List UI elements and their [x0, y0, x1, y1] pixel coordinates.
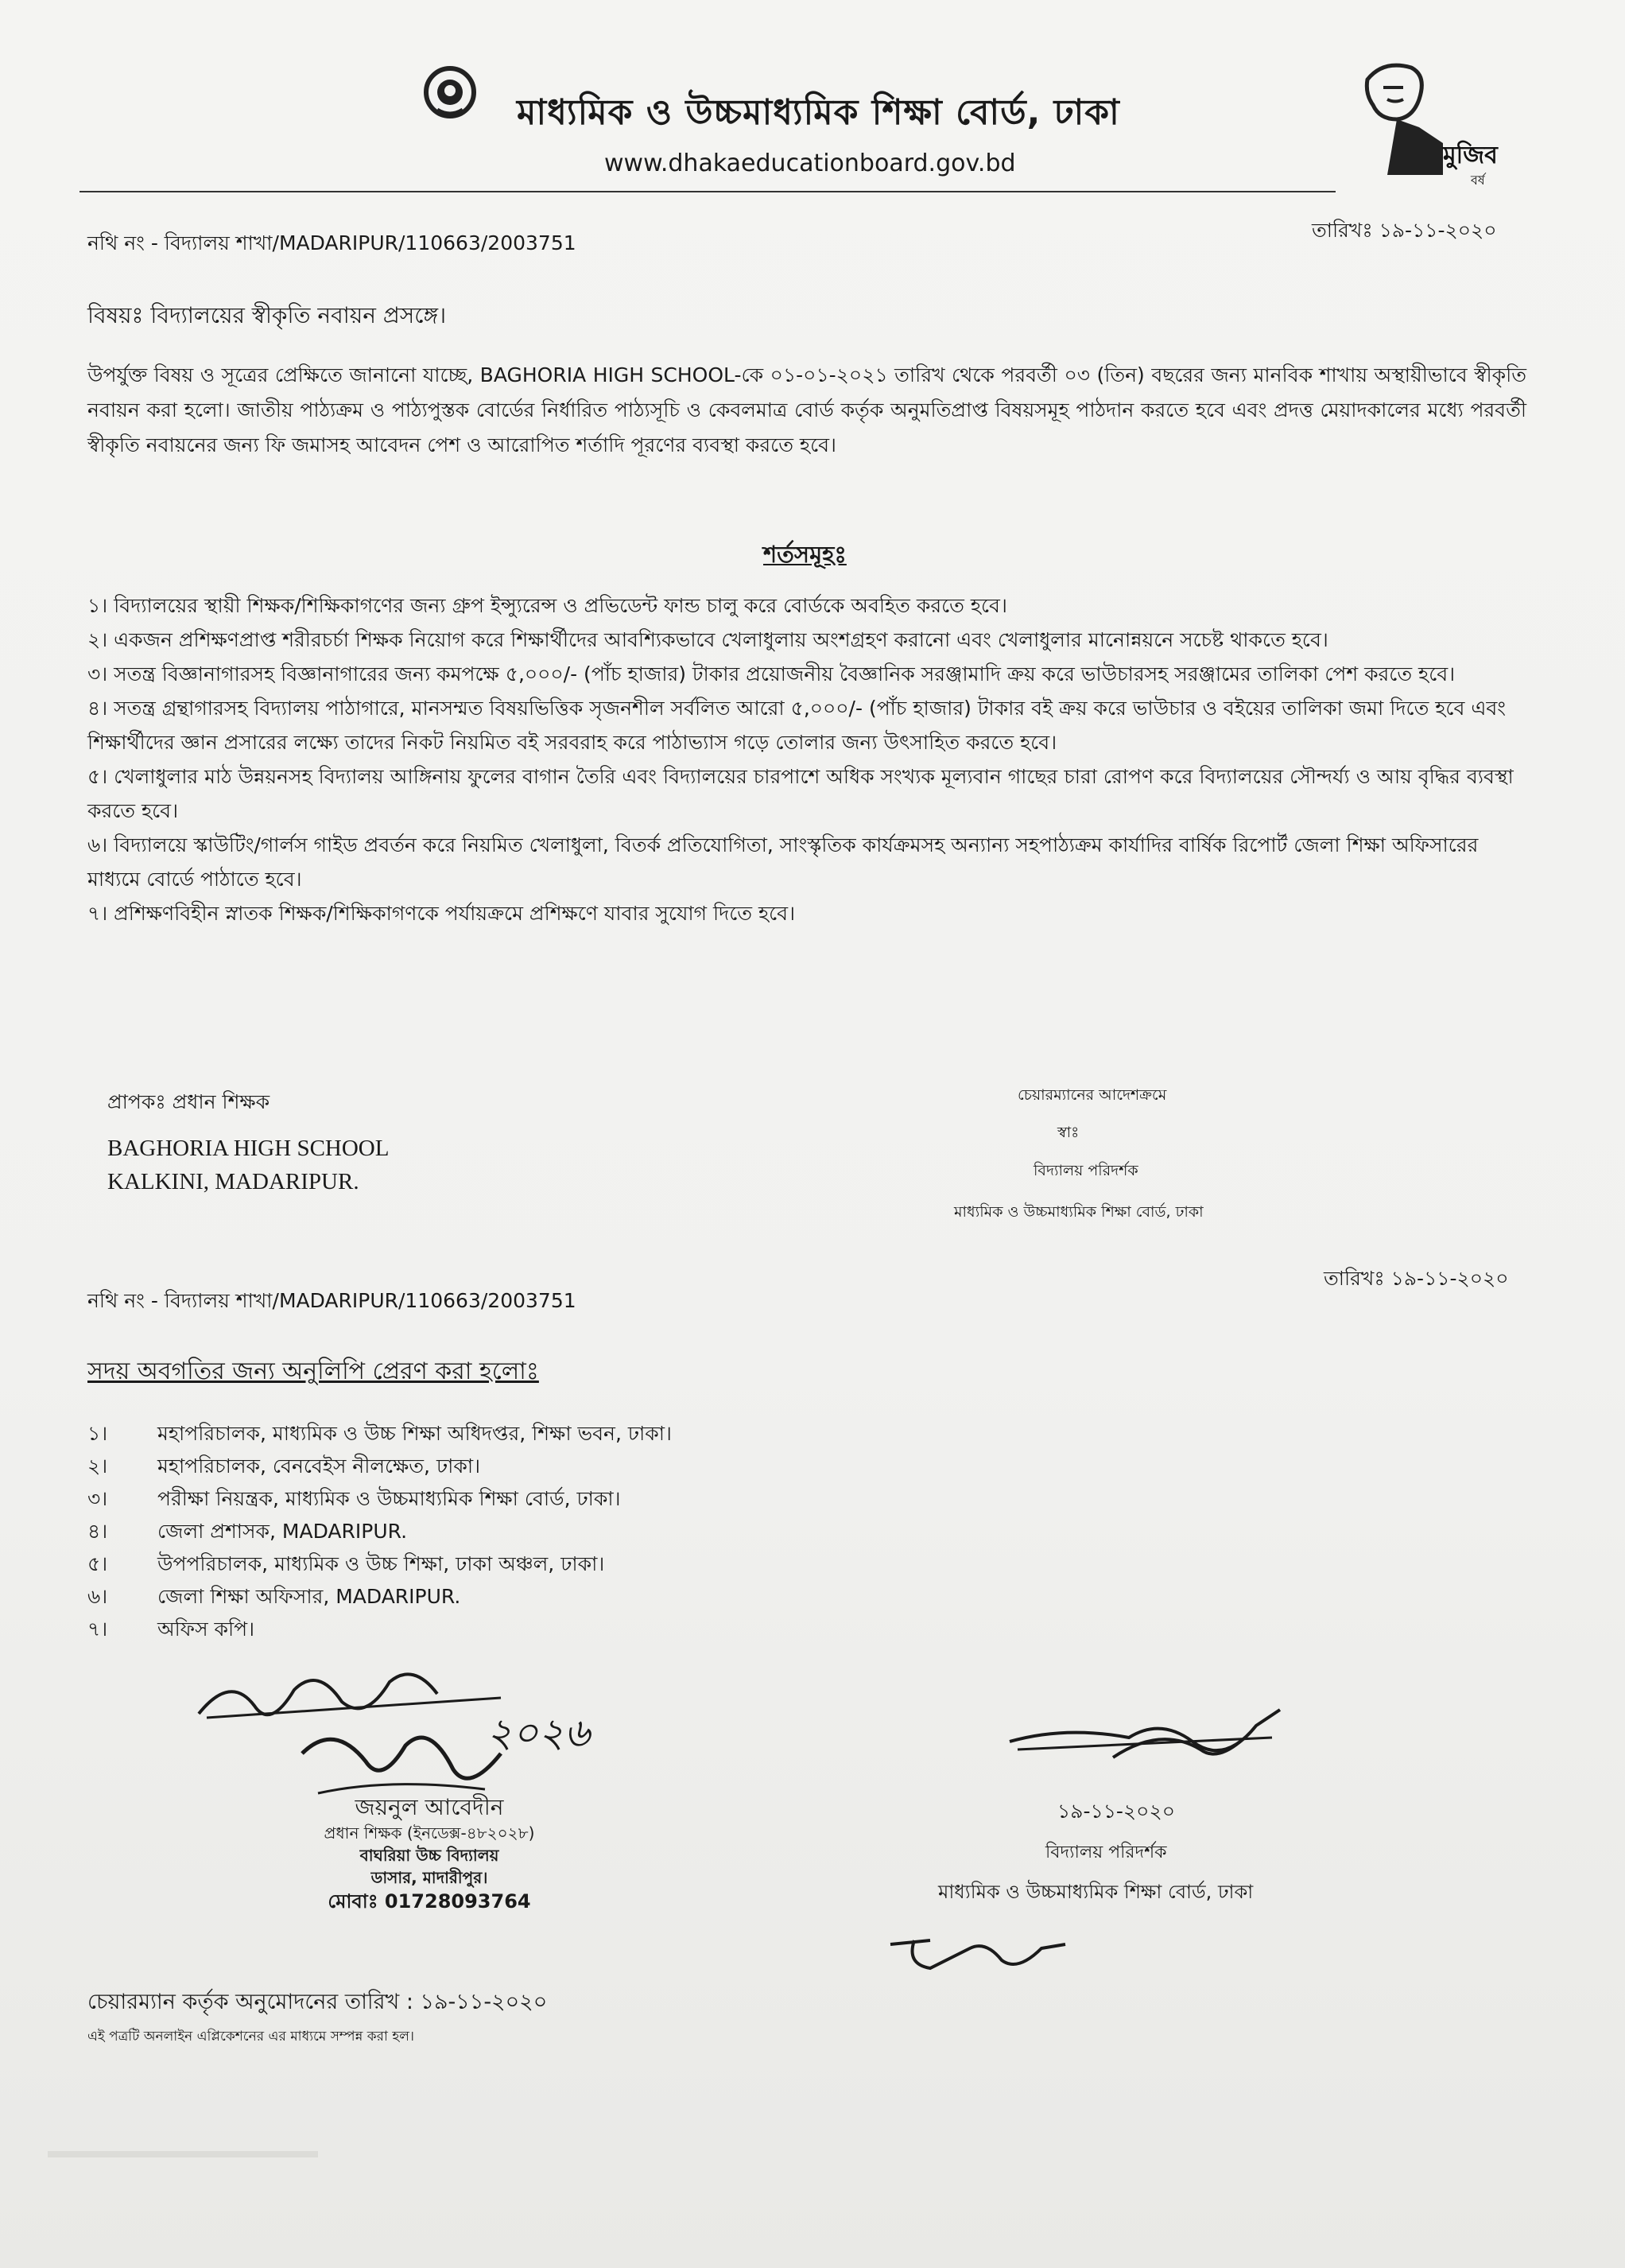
chairman-order: চেয়ারম্যানের আদেশক্রমে [1018, 1086, 1167, 1104]
condition-item: ১। বিদ্যালয়ের স্থায়ী শিক্ষক/শিক্ষিকাগণের জন্য গ্রুপ ইন্স্যুরেন্স ও প্রভিডেন্ট ফান্ড চালু করে বোর্ডকে অবহিত করতে হবে। [87, 594, 1007, 617]
copy-memo-number: নথি নং - বিদ্যালয় শাখা/MADARIPUR/110663/2003751 [87, 1289, 576, 1312]
list-item: ৩। পরীক্ষা নিয়ন্ত্রক, মাধ্যমিক ও উচ্চমাধ্যমিক শিক্ষা বোর্ড, ঢাকা। [87, 1487, 621, 1510]
recipient-school: BAGHORIA HIGH SCHOOL [107, 1136, 390, 1161]
handwritten-initial [882, 1924, 1073, 1980]
distribution-list [87, 1417, 882, 1645]
approval-date: চেয়ারম্যান কর্তৃক অনুমোদনের তারিখ : ১৯-১১-২০২০ [87, 1990, 548, 2014]
list-item: ৬। জেলা শিক্ষা অফিসার, MADARIPUR. [87, 1585, 461, 1608]
condition-item: ৭। প্রশিক্ষণবিহীন স্নাতক শিক্ষক/শিক্ষিকাগণকে পর্যায়ক্রমে প্রশিক্ষণে যাবার সুযোগ দিতে হবে। [87, 902, 796, 925]
letter-date: তারিখঃ ১৯-১১-২০২০ [1312, 219, 1497, 242]
mujib-borsho-logo [1324, 56, 1522, 191]
recipient-address: KALKINI, MADARIPUR. [107, 1169, 359, 1194]
list-item: ১। মহাপরিচালক, মাধ্যমিক ও উচ্চ শিক্ষা অধিদপ্তর, শিক্ষা ভবন, ঢাকা। [87, 1422, 672, 1445]
headmaster-designation: প্রধান শিক্ষক (ইনডেক্স-৪৮২০২৮) [324, 1823, 535, 1843]
condition-item: ৩। সতন্ত্র বিজ্ঞানাগারসহ বিজ্ঞানাগারের জন্য কমপক্ষে ৫,০০০/- (পাঁচ হাজার) টাকার প্রয়োজনীয় বৈজ্ঞানিক সরঞ্জামাদি ক্রয় করে ভাউচারসহ সরঞ্জামের তালিকা পেশ করতে হবে। [87, 662, 1456, 685]
recipient-label: প্রাপকঃ প্রধান শিক্ষক [107, 1090, 270, 1113]
signature-handwritten-date: ২০২৬ [487, 1710, 591, 1756]
memo-number: নথি নং - বিদ্যালয় শাখা/MADARIPUR/110663/2003751 [87, 231, 576, 254]
board-name-sig-1: মাধ্যমিক ও উচ্চমাধ্যমিক শিক্ষা বোর্ড, ঢাকা [954, 1203, 1204, 1221]
list-item: ৪। জেলা প্রশাসক, MADARIPUR. [87, 1520, 408, 1543]
board-name: মাধ্যমিক ও উচ্চমাধ্যমিক শিক্ষা বোর্ড, ঢাকা [517, 92, 1120, 133]
inspector-signature [1002, 1694, 1288, 1781]
list-item: ২। মহাপরিচালক, বেনবেইস নীলক্ষেত, ঢাকা। [87, 1454, 481, 1478]
svg-text:মুজিব: মুজিব [1443, 142, 1498, 169]
board-website: www.dhakaeducationboard.gov.bd [604, 150, 1016, 177]
recipient-block [107, 1088, 664, 1198]
list-item: ৭। অফিস কপি। [87, 1618, 255, 1641]
letter-body: উপর্যুক্ত বিষয় ও সূত্রের প্রেক্ষিতে জানানো যাচ্ছে, BAGHORIA HIGH SCHOOL-কে ০১-০১-২০২১ তারিখ থেকে পরবর্তী ০৩ (তিন) বছরের জন্য মানবিক শাখায় অস্থায়ীভাবে স্বীকৃতি নবায়ন করা হলো। জাতীয় পাঠ্যক্রম ও পাঠ্যপুস্তক বোর্ডের নির্ধারিত পাঠ্যসূচি ও কেবলমাত্র বোর্ড কর্তৃক অনুমতিপ্রাপ্ত বিষয়সমূহ পাঠদান করতে হবে এবং প্রদত্ত মেয়াদকালের মধ্যে পরবর্তী স্বীকৃতি নবায়নের জন্য ফি জমাসহ আবেদন পেশ ও আরোপিত শর্তাদি পূরণের ব্যবস্থা করতে হবে। [87, 363, 1526, 456]
letter-subject: বিষয়ঃ বিদ্যালয়ের স্বীকৃতি নবায়ন প্রসঙ্গে। [87, 302, 447, 328]
header-rule [80, 191, 1336, 192]
condition-item: ৫। খেলাধুলার মাঠ উন্নয়নসহ বিদ্যালয় আঙ্গিনায় ফুলের বাগান তৈরি এবং বিদ্যালয়ের চারপাশে অধিক সংখ্যক মূল্যবান গাছের চারা রোপণ করে বিদ্যালয়ের সৌন্দর্য্য ও আয় বৃদ্ধির ব্যবস্থা করতে হবে। [87, 765, 1514, 822]
conditions-list [87, 588, 1526, 930]
condition-item: ২। একজন প্রশিক্ষণপ্রাপ্ত শরীরচর্চা শিক্ষক নিয়োগ করে শিক্ষার্থীদের আবশ্যিকভাবে খেলাধুলায় অংশগ্রহণ করানো এবং খেলাধুলার মানোন্নয়নে সচেষ্ট থাকতে হবে। [87, 628, 1328, 651]
inspector-title-1: বিদ্যালয় পরিদর্শক [1034, 1162, 1138, 1179]
online-note: এই পত্রটি অনলাইন এপ্লিকেশনের এর মাধ্যমে সম্পন্ন করা হল। [87, 2029, 414, 2045]
signed-mark: স্বাঃ [1057, 1124, 1080, 1141]
svg-text:বর্ষ: বর্ষ [1471, 173, 1485, 188]
headmaster-name: জয়নুল আবেদীন [355, 1794, 504, 1820]
inspector-title-2: বিদ্যালয় পরিদর্শক [1045, 1843, 1167, 1862]
headmaster-mobile: মোবাঃ 01728093764 [328, 1890, 531, 1913]
condition-item: ৬। বিদ্যালয়ে স্কাউটিং/গার্লস গাইড প্রবর্তন করে নিয়মিত খেলাধুলা, বিতর্ক প্রতিযোগিতা, সাংস্কৃতিক কার্যক্রমসহ অন্যান্য সহপাঠ্যক্রম কার্যাদির বার্ষিক রিপোর্ট জেলা শিক্ষা অফিসারের মাধ্যমে বোর্ডে পাঠাতে হবে। [87, 833, 1479, 891]
list-item: ৫। উপপরিচালক, মাধ্যমিক ও উচ্চ শিক্ষা, ঢাকা অঞ্চল, ঢাকা। [87, 1552, 605, 1575]
headmaster-stamp [262, 1793, 596, 1914]
copy-title: সদয় অবগতির জন্য অনুলিপি প্রেরণ করা হলোঃ [87, 1357, 539, 1385]
inspector-sign-date: ১৯-১১-২০২০ [1057, 1800, 1175, 1823]
headmaster-school: বাঘরিয়া উচ্চ বিদ্যালয় [359, 1846, 499, 1865]
conditions-title: শর্তসমূহঃ [763, 541, 847, 568]
condition-item: ৪। সতন্ত্র গ্রন্থাগারসহ বিদ্যালয় পাঠাগারে, মানসম্মত বিষয়ভিত্তিক সৃজনশীল সর্বলিত আরো ৫,০০০/- (পাঁচ হাজার) টাকার বই ক্রয় করে ভাউচার ও বইয়ের তালিকা জমা দিতে হবে এবং শিক্ষার্থীদের জ্ঞান প্রসারের লক্ষ্যে তাদের নিকট নিয়মিত বই সরবরাহ করে পাঠাভ্যাস গড়ে তোলার জন্য উৎসাহিত করতে হবে। [87, 697, 1507, 754]
headmaster-address: ডাসার, মাদারীপুর। [370, 1868, 488, 1887]
board-name-sig-2: মাধ্যমিক ও উচ্চমাধ্যমিক শিক্ষা বোর্ড, ঢাকা [938, 1881, 1254, 1903]
copy-date: তারিখঃ ১৯-১১-২০২০ [1324, 1267, 1509, 1290]
board-emblem-icon [420, 62, 480, 122]
scan-artifact [48, 2151, 318, 2157]
